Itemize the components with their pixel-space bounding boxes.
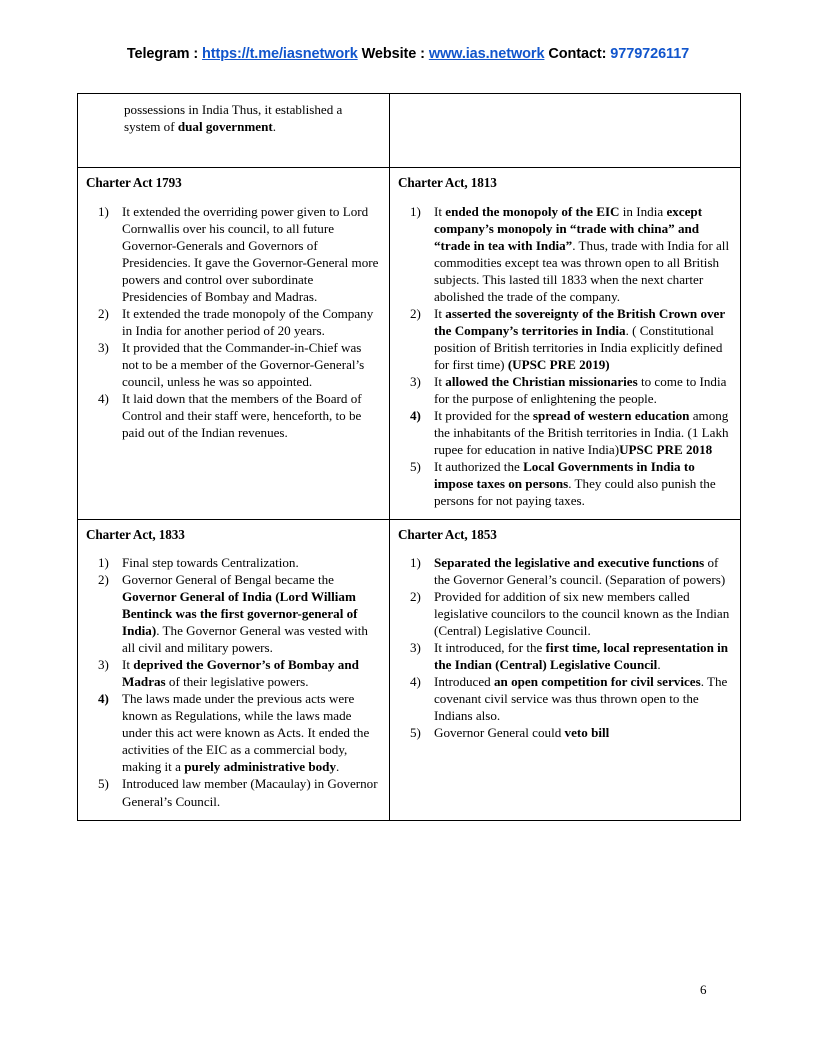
list-item-marker: 4) (410, 407, 421, 423)
list-item-marker: 2) (410, 589, 421, 605)
continuation-text-pre: possessions in India Thus, it established a system of (124, 102, 343, 135)
table-row-1833-1853 (78, 519, 741, 820)
cell-continuation-left (78, 94, 390, 168)
list-item-marker: 5) (410, 458, 421, 474)
emphasis-text: veto bill (564, 725, 610, 741)
list-item (88, 656, 381, 690)
list-item (400, 639, 732, 673)
cell-charter-act-1813 (390, 168, 741, 520)
list-item-text: It extended the overriding power given to Lord Cornwallis over his council, to all future Governor-Generals and Governors of Presidencies. It gave the Governor-General more powers and control over subordinate Presidencies of Bombay and Madras. (122, 203, 379, 304)
continuation-text (86, 99, 381, 135)
charter-acts-table (77, 93, 741, 821)
contact-label: Contact: (544, 46, 611, 62)
emphasis-text: asserted the sovereignty of the British Crown over the Company’s territories in India (434, 305, 725, 338)
body-text: Introduced (434, 674, 494, 690)
charter-act-1853-list (398, 554, 732, 741)
cell-charter-act-1853 (390, 519, 741, 820)
list-item-text (434, 674, 727, 723)
body-text: . The Governor General was vested with all civil and military powers. (122, 623, 368, 656)
charter-act-1813-title: Charter Act, 1813 (398, 175, 497, 190)
body-text: It (434, 203, 446, 219)
cell-continuation-right (390, 94, 741, 168)
body-text: among the inhabitants of the British territories in India. (1 Lakh rupee for education in native India) (434, 407, 729, 457)
list-item-marker: 4) (98, 691, 109, 707)
list-item-marker: 5) (410, 725, 421, 741)
body-text: Governor General of Bengal became the (122, 572, 334, 588)
list-item (88, 339, 381, 390)
emphasis-text: Local Governments in India to impose taxes on persons (434, 458, 695, 491)
list-item-marker: 2) (98, 572, 109, 588)
list-item (88, 390, 381, 441)
continuation-text-post: . (272, 119, 277, 135)
list-item-text (434, 374, 726, 406)
body-text: in India (619, 203, 667, 219)
charter-act-1833-list (86, 554, 381, 809)
document-header (0, 46, 816, 63)
list-item-text (434, 306, 725, 372)
charter-act-1793-list (86, 203, 381, 441)
list-item-marker: 3) (410, 373, 421, 389)
list-item (400, 458, 732, 509)
list-item-marker: 3) (410, 640, 421, 656)
list-item-text (122, 691, 369, 774)
list-item-marker: 2) (410, 305, 421, 321)
list-item-text: It laid down that the members of the Board of Control and their staff were, henceforth, to be paid out of the Indian revenues. (122, 390, 362, 440)
telegram-label: Telegram : (126, 46, 203, 62)
list-item (88, 690, 381, 775)
body-text: It introduced, for the (434, 640, 546, 656)
emphasis-text: (UPSC PRE 2019) (507, 356, 610, 372)
emphasis-text: deprived the Governor’s of Bombay and Madras (122, 657, 359, 690)
emphasis-text: purely administrative body (184, 759, 336, 775)
contact-number: 9779726117 (610, 46, 690, 62)
list-item-text (434, 589, 729, 638)
list-item-marker: 4) (98, 390, 109, 406)
list-item-text (434, 408, 729, 457)
body-text: Introduced law member (Macaulay) in Governor General’s Council. (122, 776, 378, 809)
emphasis-text: spread of western education (532, 407, 690, 423)
charter-act-1813-list (398, 203, 732, 509)
list-item-text (434, 459, 716, 508)
emphasis-text: Governor General of India (Lord William Bentinck was the first governor-general of India) (122, 589, 358, 639)
body-text: . (657, 657, 661, 673)
charter-act-1833-title: Charter Act, 1833 (86, 526, 185, 542)
emphasis-text: an open competition for civil services (494, 674, 701, 690)
list-item-marker: 1) (410, 555, 421, 571)
body-text: It provided for the (434, 407, 533, 423)
website-link[interactable]: www.ias.network (428, 46, 545, 62)
continuation-text-bold: dual government (177, 119, 273, 135)
list-item (88, 571, 381, 656)
list-item-marker: 5) (98, 776, 109, 792)
charter-act-1793-title: Charter Act 1793 (86, 175, 182, 190)
list-item (400, 588, 732, 639)
list-item-text (122, 572, 368, 655)
table-row-1793-1813 (78, 168, 741, 520)
emphasis-text: ended the monopoly of the EIC (445, 203, 620, 219)
body-text: It (434, 373, 446, 389)
list-item-marker: 3) (98, 657, 109, 673)
list-item-text: It extended the trade monopoly of the Company in India for another period of 20 years. (122, 305, 374, 338)
body-text: The laws made under the previous acts were known as Regulations, while the laws made under this act were known as Acts. It ended the activities of the EIC as a commercial body, making it a (122, 691, 370, 775)
list-item-text: It provided that the Commander-in-Chief was not to be a member of the Governor-General’s council, unless he was so appointed. (122, 339, 365, 389)
emphasis-text: allowed the Christian missionaries (445, 373, 638, 389)
website-label: Website : (357, 46, 429, 62)
emphasis-text: Separated the legislative and executive functions (434, 555, 705, 571)
emphasis-text: except company’s monopoly in “trade with china” and “trade in tea with India” (434, 203, 703, 253)
emphasis-text: UPSC PRE 2018 (619, 441, 713, 457)
body-text: of the Governor General’s council. (Separation of powers) (434, 555, 726, 588)
list-item-marker: 2) (98, 305, 109, 321)
list-item (400, 724, 732, 741)
list-item-text (434, 725, 609, 740)
list-item-marker: 1) (98, 555, 109, 571)
body-text: It (122, 657, 134, 673)
cell-charter-act-1793 (78, 168, 390, 520)
body-text: Governor General could (434, 725, 565, 741)
body-text: Final step towards Centralization. (122, 555, 299, 571)
telegram-link[interactable]: https://t.me/iasnetwork (202, 46, 358, 62)
list-item-text (122, 776, 378, 808)
body-text: . The covenant civil service was thus thrown open to the Indians also. (434, 674, 728, 724)
list-item (88, 305, 381, 339)
body-text: . Thus, trade with India for all commodities except tea was thrown open to all British subjects. This lasted till 1833 when the next charter abolished the trade of the company. (434, 237, 730, 304)
body-text: to come to India for the purpose of enlightening the people. (434, 373, 727, 406)
list-item (400, 305, 732, 373)
list-item-marker: 3) (98, 339, 109, 355)
list-item-text (434, 555, 725, 587)
list-item (400, 407, 732, 458)
cell-charter-act-1833 (78, 519, 390, 820)
body-text: It authorized the (434, 458, 524, 474)
body-text: . ( Constitutional position of British territories in India explicitly defined for first time) (434, 322, 723, 372)
charter-act-1853-title: Charter Act, 1853 (398, 526, 497, 542)
list-item (88, 775, 381, 809)
list-item (88, 203, 381, 305)
list-item-marker: 1) (98, 203, 109, 219)
body-text: . (336, 759, 340, 775)
body-text: Provided for addition of six new members called legislative councilors to the council known as the Indian (Central) Legislative Council. (434, 589, 730, 639)
body-text: It (434, 305, 446, 321)
list-item-marker: 4) (410, 674, 421, 690)
list-item-text (434, 640, 728, 672)
list-item (400, 673, 732, 724)
list-item-marker: 1) (410, 203, 421, 219)
table-row-continuation (78, 94, 741, 168)
list-item (88, 554, 381, 571)
list-item (400, 203, 732, 305)
page-number: 6 (700, 982, 707, 997)
list-item-text (122, 657, 359, 689)
list-item-text (122, 555, 299, 570)
list-item-text (434, 204, 729, 304)
body-text: of their legislative powers. (165, 674, 309, 690)
list-item (400, 373, 732, 407)
list-item (400, 554, 732, 588)
emphasis-text: first time, local representation in the Indian (Central) Legislative Council (434, 640, 729, 673)
body-text: . They could also punish the persons for not paying taxes. (434, 475, 716, 508)
